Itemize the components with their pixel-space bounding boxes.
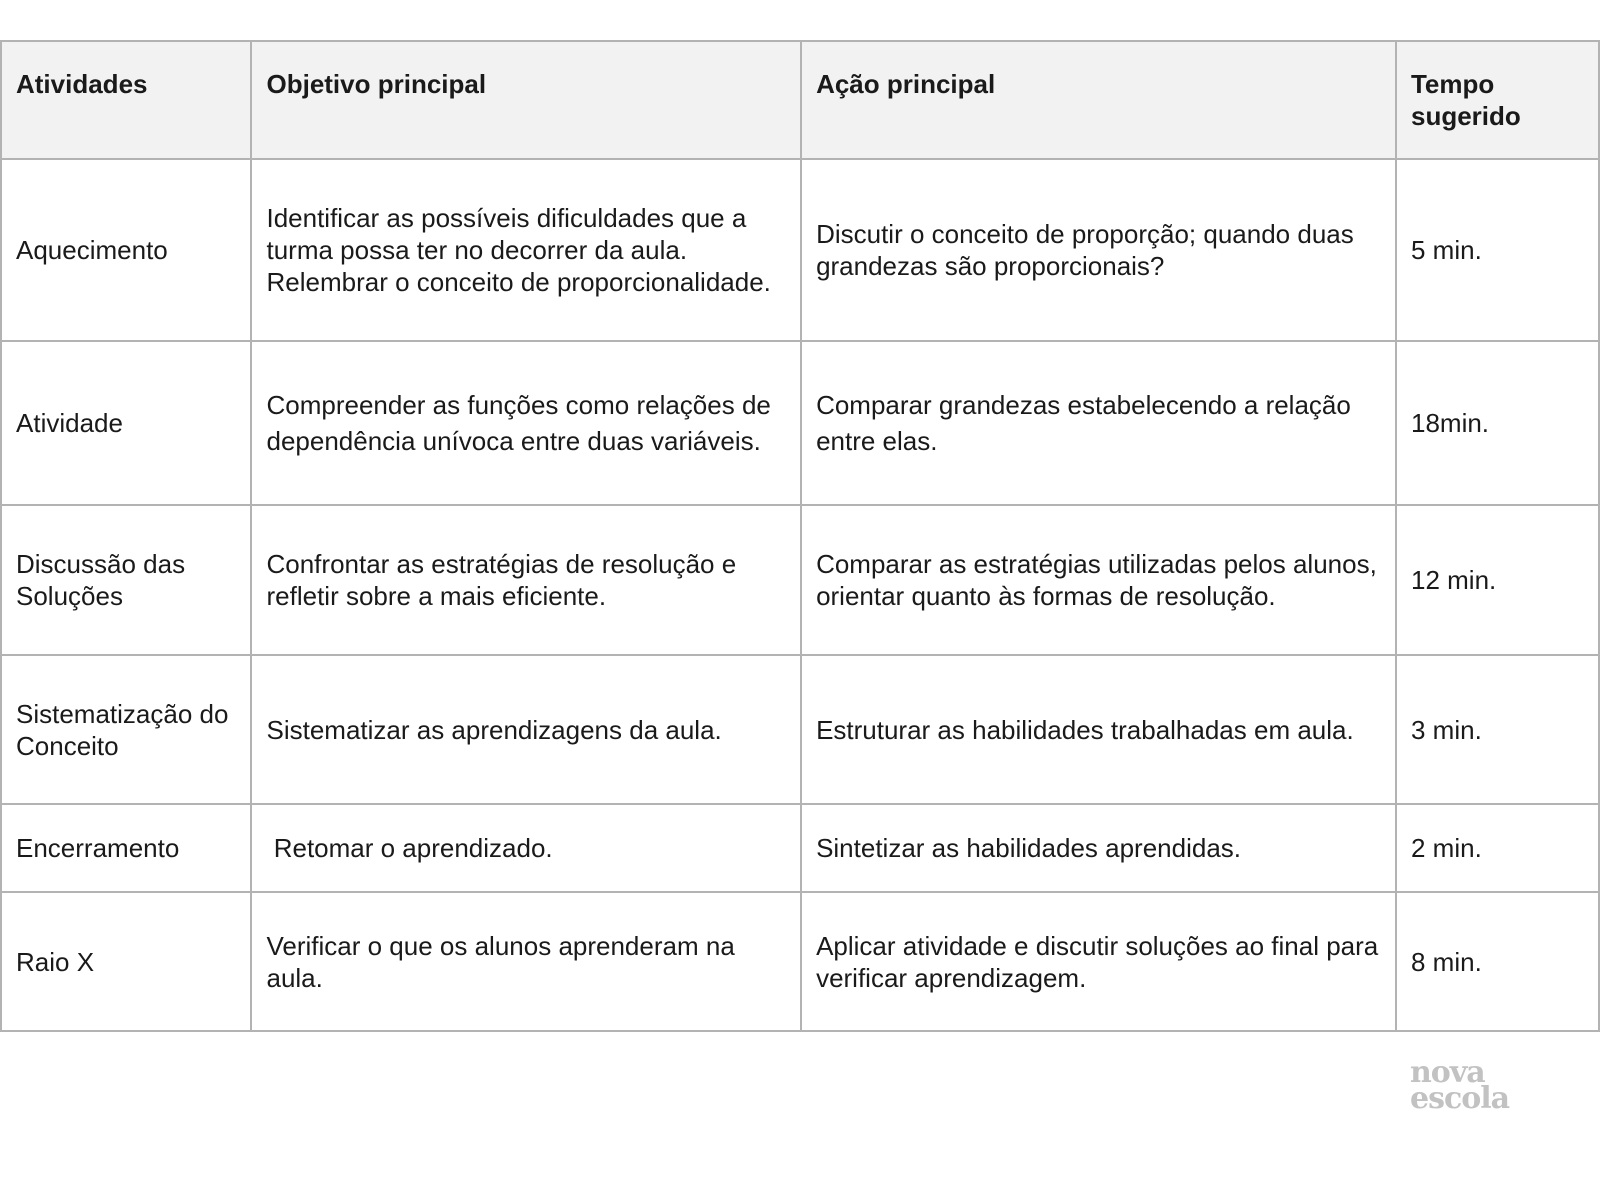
cell-objective: Sistematizar as aprendizagens da aula.: [251, 655, 801, 804]
cell-objective: Verificar o que os alunos aprenderam na aula.: [251, 892, 801, 1031]
cell-time: 2 min.: [1396, 804, 1599, 892]
cell-objective: Identificar as possíveis dificuldades que a turma possa ter no decorrer da aula. Relembrar o conceito de proporcionalidade.: [251, 159, 801, 341]
header-main-action: Ação principal: [801, 41, 1396, 159]
cell-activity: Raio X: [1, 892, 251, 1031]
table-row: [1, 159, 1599, 341]
cell-objective: Retomar o aprendizado.: [251, 804, 801, 892]
logo-line-escola: escola: [1410, 1081, 1510, 1116]
cell-time: 8 min.: [1396, 892, 1599, 1031]
header-suggested-time: Tempo sugerido: [1396, 41, 1599, 159]
nova-escola-logo: [1410, 1055, 1530, 1116]
table-row: [1, 505, 1599, 655]
cell-action: Comparar grandezas estabelecendo a relação entre elas.: [801, 341, 1396, 505]
cell-time: 3 min.: [1396, 655, 1599, 804]
cell-objective: Compreender as funções como relações de dependência unívoca entre duas variáveis.: [251, 341, 801, 505]
header-activities: Atividades: [1, 41, 251, 159]
cell-action: Aplicar atividade e discutir soluções ao final para verificar aprendizagem.: [801, 892, 1396, 1031]
table-header-row: [1, 41, 1599, 159]
table-row: [1, 655, 1599, 804]
table-row: [1, 341, 1599, 505]
cell-action: Comparar as estratégias utilizadas pelos alunos, orientar quanto às formas de resolução.: [801, 505, 1396, 655]
cell-action: Estruturar as habilidades trabalhadas em aula.: [801, 655, 1396, 804]
cell-action: Sintetizar as habilidades aprendidas.: [801, 804, 1396, 892]
cell-time: 5 min.: [1396, 159, 1599, 341]
cell-activity: Discussão das Soluções: [1, 505, 251, 655]
table-row: [1, 804, 1599, 892]
cell-activity: Sistematização do Conceito: [1, 655, 251, 804]
lesson-plan-table: [0, 40, 1600, 1032]
cell-activity: Encerramento: [1, 804, 251, 892]
cell-activity: Aquecimento: [1, 159, 251, 341]
cell-time: 12 min.: [1396, 505, 1599, 655]
header-main-objective: Objetivo principal: [251, 41, 801, 159]
cell-time: 18min.: [1396, 341, 1599, 505]
logo-line-nova: nova: [1410, 1055, 1485, 1090]
cell-activity: Atividade: [1, 341, 251, 505]
cell-objective: Confrontar as estratégias de resolução e refletir sobre a mais eficiente.: [251, 505, 801, 655]
table-row: [1, 892, 1599, 1031]
cell-action: Discutir o conceito de proporção; quando duas grandezas são proporcionais?: [801, 159, 1396, 341]
